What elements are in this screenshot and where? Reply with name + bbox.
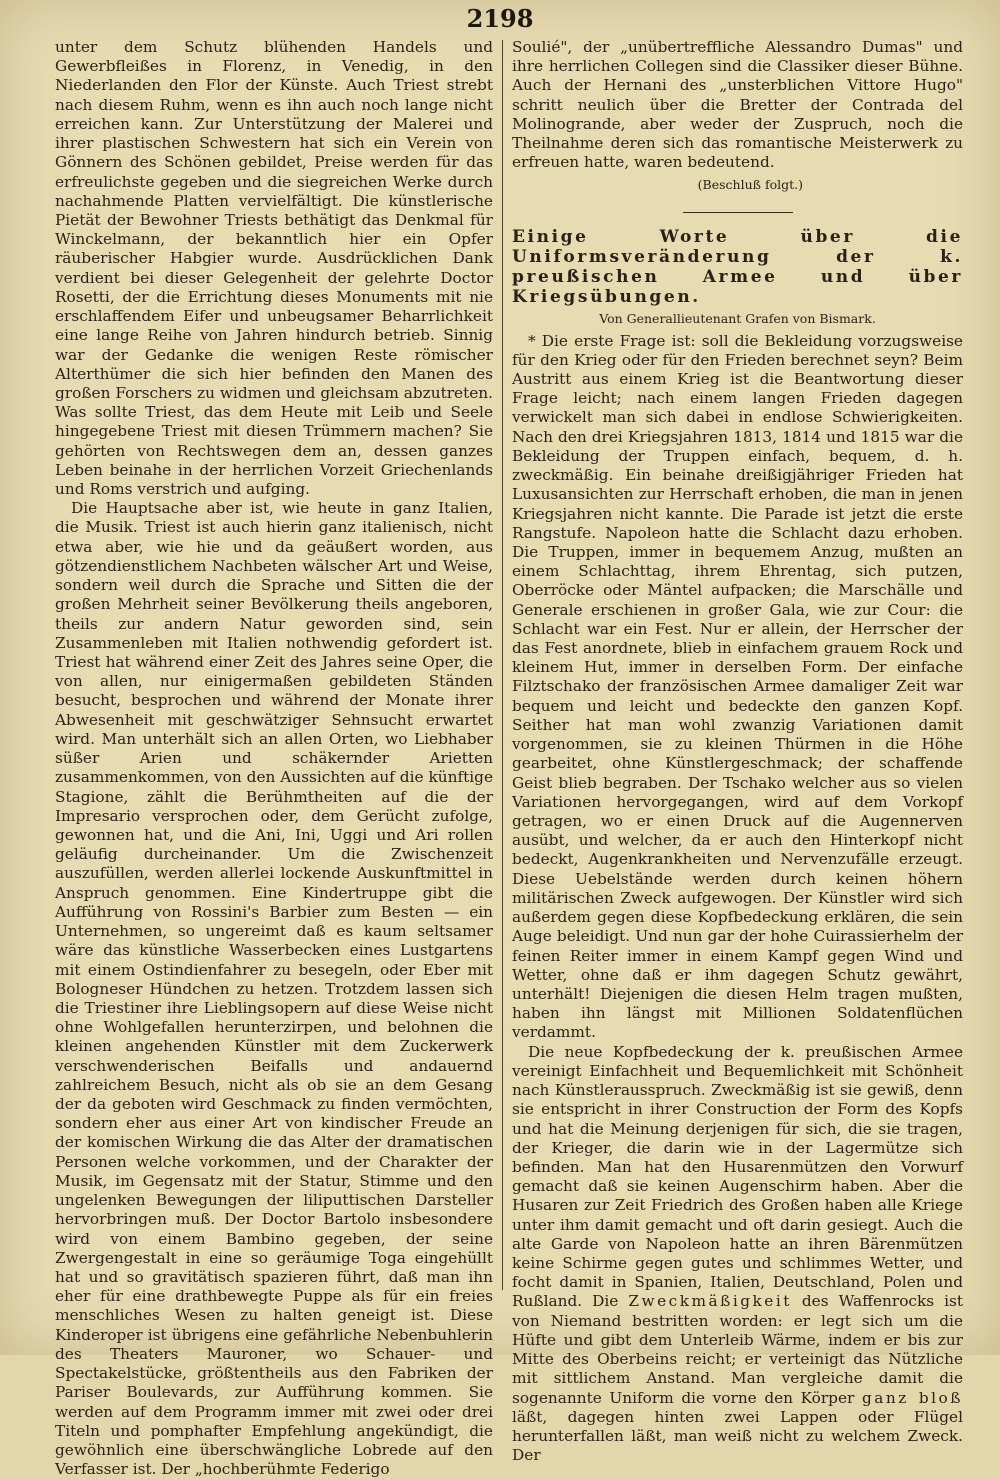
continued-note: (Beschluß folgt.) [697,176,803,192]
left-paragraph-1: unter dem Schutz blühenden Handels und Gewerbfleißes in Florenz, in Venedig, in den Niederlanden den Flor der Künste. Auch Triest strebt nach diesem Ruhm, wenn es ihn auch noch lange nicht erreichen kann. Zur Unterstützung der Malerei und ihrer plastischen Schwestern hat sich ein Verein von Gönnern des Schönen gebildet, Preise werden für das erfreulichste gegeben und die siegreichen Werke durch nachahmende Platten vervielfältigt. Die künstlerische Pietät der Bewohner Triests bethätigt das Denkmal für Winckelmann, der bekanntlich hier ein Opfer räuberischer Habgier wurde. Ausdrücklichen Dank verdient bei dieser Gelegenheit der gelehrte Doctor Rosetti, der die Errichtung dieses Monuments mit nie erschlaffendem Eifer und unbeugsamer Beharrlichkeit eine lange Reihe von Jahren hindurch betrieb. Sinnig war der Gedanke die wenigen Reste römischer Alterthümer die sich hier befinden den Manen des großen Forschers zu widmen und gleichsam abzutreten. Was sollte Triest, das dem Heute mit Leib und Seele hingegebene Triest mit diesen Trümmern machen? Sie gehörten von Rechtswegen dem an, dessen ganzes Leben beinahe in der herrlichen Vorzeit Griechenlands und Roms verstrich und aufging. [55,38,493,499]
left-column [55,38,493,1479]
article-separator [683,212,793,213]
column-divider [502,40,503,1290]
emphasized-word: Zweckmäßigkeit [628,1292,792,1311]
article-title: Einige Worte über die Uniformsveränderung der k. preußischen Armee und über Kriegsübungen. [512,226,963,307]
article-paragraph-2-text-b: des Waffenrocks ist von Niemand bestritten worden: er legt sich um die Hüfte und gibt dem Unterleib Wärme, indem er bis zur Mitte des Oberbeins reicht; er verteinigt das Nützliche mit sittlichem Anstand. Man vergleiche damit die sogenannte Uniform die vorne den Körper [512,1292,963,1407]
article-paragraph-2-text-c: läßt, dagegen hinten zwei Lappen oder Flügel herunterfallen läßt, man weiß nicht zu welchem Zweck. Der [512,1407,963,1465]
page-number: 2198 [466,4,534,33]
article-byline: Von Generallieutenant Grafen von Bismark. [599,310,876,326]
article-paragraph-2 [512,1043,963,1466]
right-intro-paragraph: Soulié", der „unübertreffliche Alessandro Dumas" und ihre herrlichen Collegen sind die Classiker dieser Bühne. Auch der Hernani des „unsterblichen Vittore Hugo" schritt neulich über die Bretter der Contrada del Molinogrande, aber weder der Zuspruch, noch die Theilnahme deren sich das romantische Meisterwerk zu erfreuen hatte, waren bedeutend. [512,38,963,172]
emphasized-phrase: ganz bloß [861,1388,963,1407]
right-column [512,38,963,1465]
article-paragraph-1: * Die erste Frage ist: soll die Bekleidung vorzugsweise für den Krieg oder für den Frieden berechnet seyn? Beim Austritt aus einem Krieg ist die Beantwortung dieser Frage leicht; nach einem langen Frieden dagegen verwickelt man sich dabei in endlose Schwierigkeiten. Nach den drei Kriegsjahren 1813, 1814 und 1815 war die Bekleidung der Truppen einfach, bequem, d. h. zweckmäßig. Ein beinahe dreißigjähriger Frieden hat Luxusansichten zur Herrschaft erhoben, die man in jenen Kriegsjahren nicht kannte. Die Parade ist jetzt die erste Rangstufe. Napoleon hatte die Schlacht dazu erhoben. Die Truppen, immer in bequemem Anzug, mußten an einem Schlachttag, ihrem Ehrentag, sich putzen, Oberröcke oder Mäntel aufpacken; die Marschälle und Generale erschienen in großer Gala, wie zur Cour: die Schlacht war ein Fest. Nur er allein, der Herrscher der das Fest anordnete, blieb in einfachem grauem Rock und kleinem Hut, immer in derselben Form. Der einfache Filztschako der französischen Armee damaliger Zeit war bequem und leicht und bedeckte den ganzen Kopf. Seither hat man wohl zwanzig Variationen damit vorgenommen, sie zu kleinen Thürmen in die Höhe gearbeitet, ohne Künstlergeschmack; der schaffende Geist blieb begraben. Der Tschako welcher aus so vielen Variationen hervorgegangen, wird auf dem Vorkopf getragen, wo er einen Druck auf die Augennerven ausübt, und welcher, da er auch den Hinterkopf nicht bedeckt, Augenkrankheiten und Nervenzufälle erzeugt. Diese Uebelstände werden durch keinen höhern militärischen Zweck aufgewogen. Der Künstler wird sich außerdem gegen diese Kopfbedeckung erklären, die sein Auge beleidigt. Und nun gar der hohe Cuirassierhelm der feinen Reiter immer in einem Kampf gegen Wind und Wetter, ohne daß er ihm dagegen Schutz gewährt, unterhält! Diejenigen die diesen Helm tragen mußten, haben ihn längst mit Millionen Soldatenflüchen verdammt. [512,331,963,1042]
left-paragraph-2: Die Hauptsache aber ist, wie heute in ganz Italien, die Musik. Triest ist auch hierin ganz italienisch, nicht etwa aber, wie hie und da geäußert worden, aus götzendienstlichem Nachbeten wälscher Art und Weise, sondern weil durch die Sprache und Sitten die der großen Mehrheit seiner Bevölkerung theils angeboren, theils zur andern Natur geworden sind, sein Zusammenleben mit Italien nothwendig gefordert ist. Triest hat während einer Zeit des Jahres seine Oper, die von allen, nur einigermaßen gebildeten Ständen besucht, besprochen und während der Monate ihrer Abwesenheit mit geschwätziger Sehnsucht erwartet wird. Man unterhält sich an allen Orten, wo Liebhaber süßer Arien und schäkernder Arietten zusammenkommen, von den Aussichten auf die künftige Stagione, zählt die Berühmtheiten auf die der Impresario versprochen oder, dem Gerücht zufolge, gewonnen hat, und die Ani, Ini, Uggi und Ari rollen geläufig durcheinander. Um die Zwischenzeit auszufüllen, werden allerlei lockende Auskunftmittel in Anspruch genommen. Eine Kindertruppe gibt die Aufführung von Rossini's Barbier zum Besten — ein Unternehmen, so ungereimt daß es kaum seltsamer wäre das künstliche Wasserbecken eines Lustgartens mit einem Ostindienfahrer zu besegeln, oder Eber mit Bologneser Hündchen zu hetzen. Trotzdem lassen sich die Triestiner ihre Lieblingsopern auf diese Weise nicht ohne Wohlgefallen herunterzirpen, und belohnen die kleinen angehenden Künstler mit dem Zuckerwerk verschwenderischen Beifalls und andauernd zahlreichem Besuch, nicht als ob sie an dem Gesang der da geboten wird Geschmack zu finden vermöchten, sondern eher aus einer Art von kindischer Freude an der komischen Wirkung die das Alter der dramatischen Personen welche vorkommen, und der Charakter der Musik, im Gegensatz mit der Statur, Stimme und den ungelenken Bewegungen der liliputtischen Darsteller hervorbringen muß. Der Doctor Bartolo insbesondere wird von einem Bambino gegeben, der seine Zwergengestalt in eine so geräumige Toga eingehüllt hat und so gravitätisch spazieren führt, daß man ihn eher für eine drathbewegte Puppe als für ein freies menschliches Wesen zu halten geneigt ist. Diese Kinderoper ist übrigens eine gefährliche Nebenbuhlerin des Theaters Mauroner, wo Schauer- und Spectakelstücke, größtentheils aus den Fabriken der Pariser Boulevards, zur Aufführung kommen. Sie werden auf dem Programm immer mit zwei oder drei Titeln und pomphafter Empfehlung angekündigt, die gewöhnlich eine überschwängliche Lobrede auf den Verfasser ist. Der „hochberühmte Federigo [55,499,493,1479]
article-paragraph-2-text-a: Die neue Kopfbedeckung der k. preußischen Armee vereinigt Einfachheit und Bequemlichkeit mit Schönheit nach Künstlerausspruch. Zweckmäßig ist sie gewiß, denn sie entspricht in ihrer Construction der Form des Kopfs und hat die Meinung derjenigen für sich, die sie tragen, der Krieger, die darin wie in der Lagermütze sich befinden. Man hat den Husarenmützen den Vorwurf gemacht daß sie keinen Augenschirm haben. Aber die Husaren zur Zeit Friedrich des Großen haben alle Kriege unter ihm damit gemacht und oft darin gesiegt. Auch die alte Garde von Napoleon hatte an ihren Bärenmützen keine Schirme gegen gutes und schlimmes Wetter, und focht damit in Spanien, Italien, Deutschland, Polen und Rußland. Die [512,1042,963,1311]
